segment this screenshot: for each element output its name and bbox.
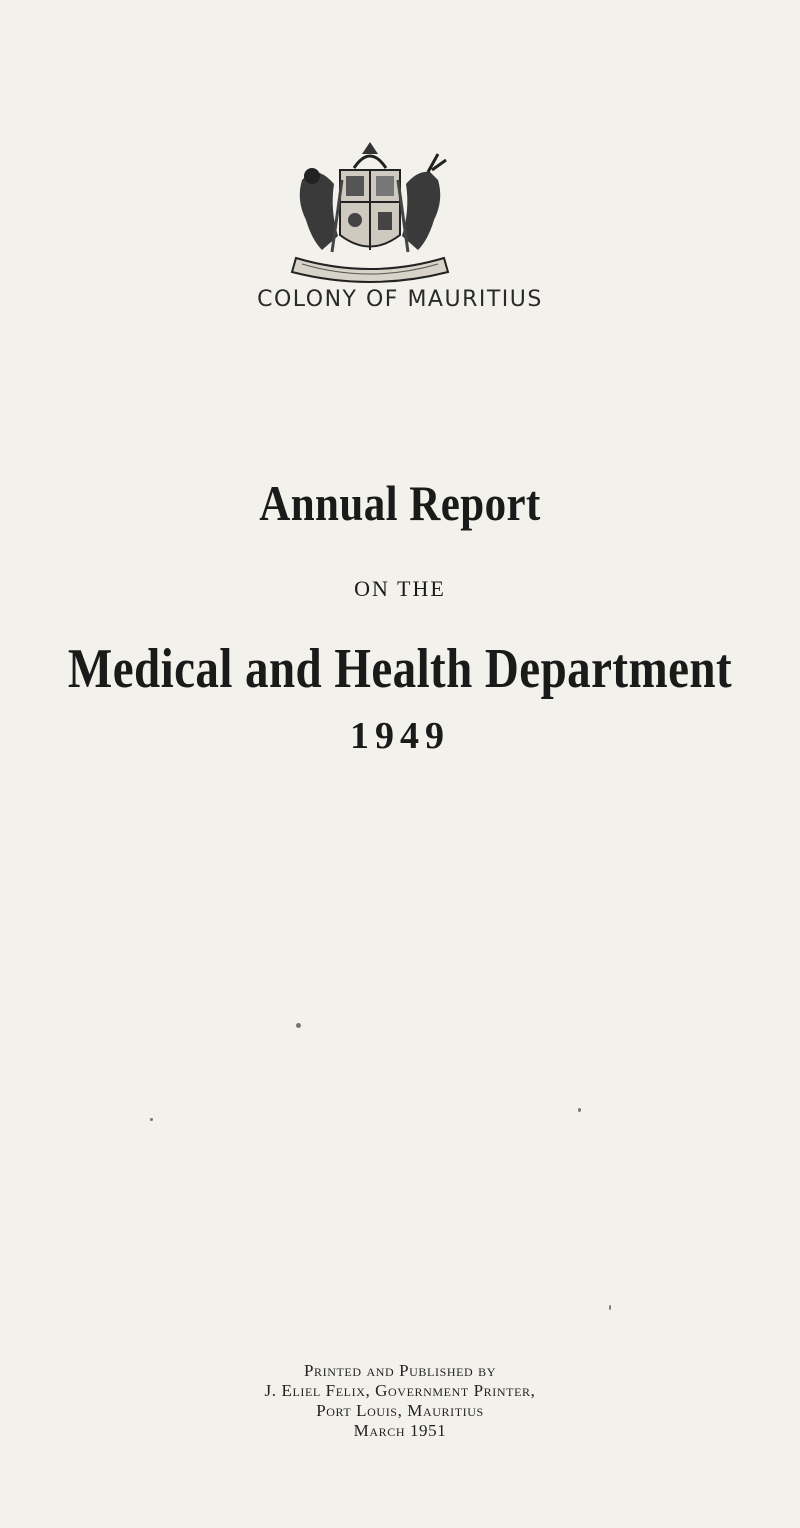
paper-speck (150, 1118, 153, 1121)
paper-speck (296, 1023, 301, 1028)
colony-title: COLONY OF MAURITIUS (257, 287, 543, 312)
imprint-line-4: March 1951 (353, 1421, 447, 1440)
report-year: 1949 (350, 715, 450, 757)
coat-of-arms-crest (282, 140, 458, 290)
imprint-line-3: Port Louis, Mauritius (316, 1401, 484, 1420)
printer-imprint (0, 1361, 800, 1441)
paper-speck (578, 1108, 581, 1112)
report-connector: ON THE (354, 576, 446, 601)
report-title: Annual Report (259, 475, 541, 531)
imprint-line-2: J. Eliel Felix, Government Printer, (264, 1381, 536, 1400)
department-title: Medical and Health Department (67, 638, 733, 700)
imprint-line-1: Printed and Published by (303, 1361, 497, 1380)
paper-speck (609, 1305, 611, 1310)
